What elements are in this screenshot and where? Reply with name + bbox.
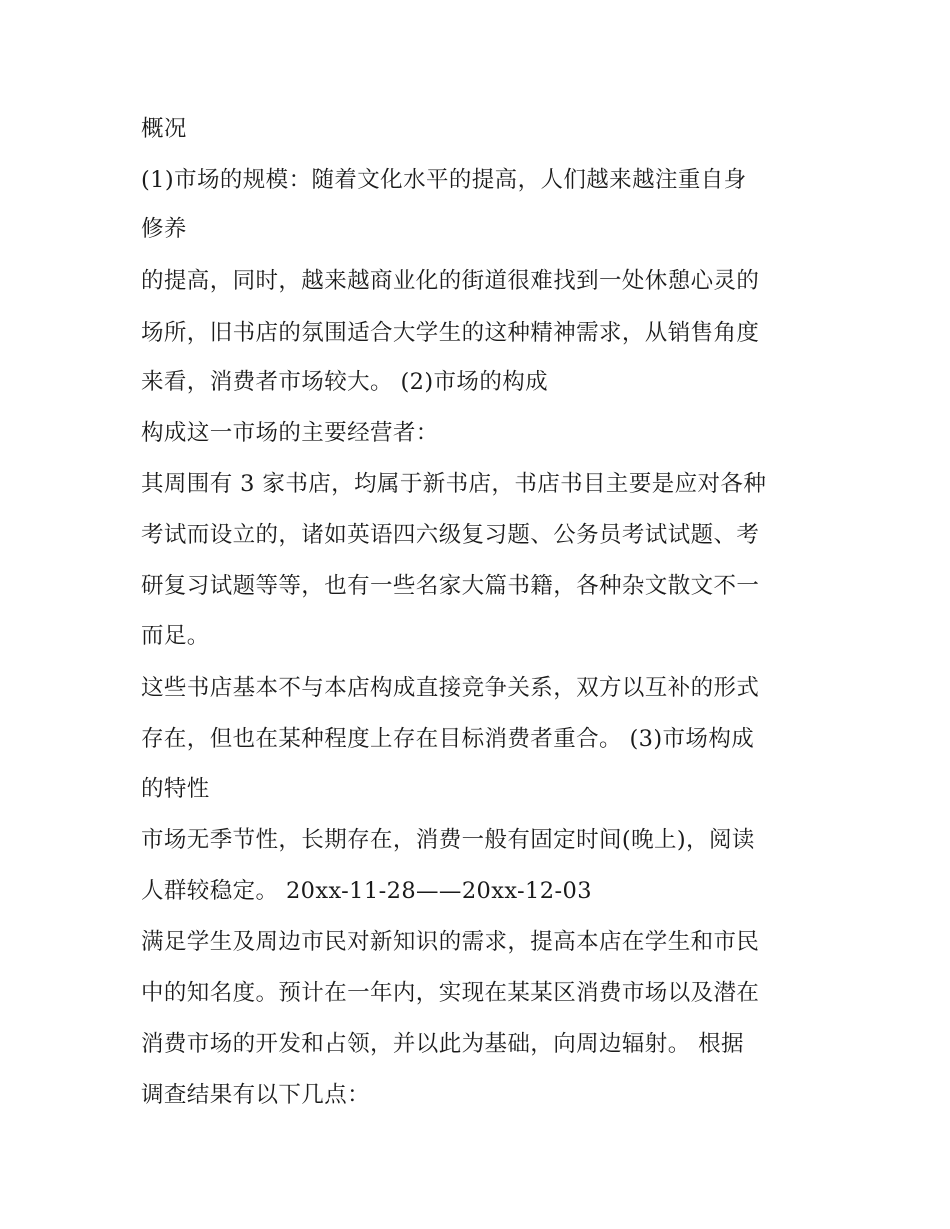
text-line: 来看，消费者市场较大。 (2)市场的构成 (141, 369, 549, 395)
text-line: 消费市场的开发和占领，并以此为基础，向周边辐射。 根据 (141, 1031, 744, 1057)
text-line: (1)市场的规模：随着文化水平的提高，人们越来越注重自身 (141, 167, 747, 193)
text-line: 其周围有 3 家书店，均属于新书店，书店书目主要是应对各种 (141, 471, 767, 497)
text-line: 考试而设立的，诸如英语四六级复习题、公务员考试试题、考 (141, 522, 760, 548)
text-line: 这些书店基本不与本店构成直接竞争关系，双方以互补的形式 (141, 675, 760, 701)
text-line: 的特性 (141, 776, 210, 802)
text-line: 调查结果有以下几点： (141, 1082, 371, 1108)
text-line: 概况 (141, 116, 187, 142)
text-line: 场所，旧书店的氛围适合大学生的这种精神需求，从销售角度 (141, 320, 760, 346)
text-line: 存在，但也在某种程度上存在目标消费者重合。 (3)市场构成 (141, 726, 755, 752)
text-line: 而足。 (141, 623, 210, 649)
text-line: 人群较稳定。 20xx-11-28——20xx-12-03 (141, 878, 592, 904)
text-line: 中的知名度。预计在一年内，实现在某某区消费市场以及潜在 (141, 980, 760, 1006)
text-line: 研复习试题等等，也有一些名家大篇书籍，各种杂文散文不一 (141, 573, 760, 599)
text-line: 市场无季节性，长期存在，消费一般有固定时间(晚上)，阅读 (141, 827, 755, 853)
text-line: 的提高，同时，越来越商业化的街道很难找到一处休憩心灵的 (141, 268, 760, 294)
text-line: 修养 (141, 216, 187, 242)
text-line: 构成这一市场的主要经营者： (141, 420, 439, 446)
text-line: 满足学生及周边市民对新知识的需求，提高本店在学生和市民 (141, 929, 760, 955)
